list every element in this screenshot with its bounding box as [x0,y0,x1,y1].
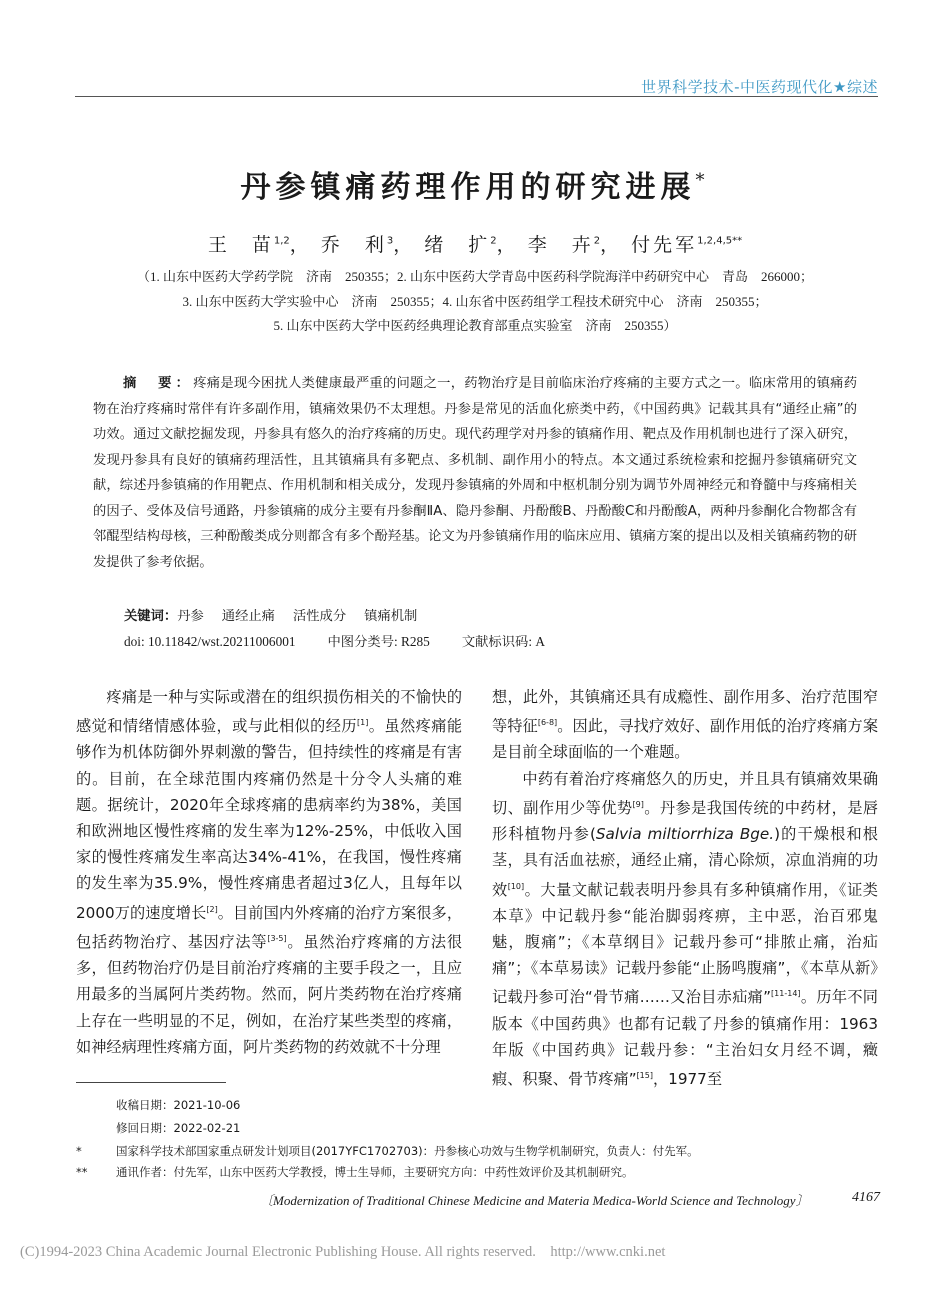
abstract-text: 疼痛是现今困扰人类健康最严重的问题之一，药物治疗是目前临床治疗疼痛的主要方式之一。临床常用的镇痛药物在治疗疼痛时常伴有许多副作用，镇痛效果仍不太理想。丹参是常见的活血化瘀类中药，《中国药典》记载其具有“通经止痛”的功效。通过文献挖掘发现，丹参具有悠久的治疗疼痛的历史。现代药理学对丹参的镇痛作用、靶点及作用机制也进行了深入研究，发现丹参具有良好的镇痛药理活性，且其镇痛具有多靶点、多机制、副作用小的特点。本文通过系统检索和挖掘丹参镇痛研究文献，综述丹参镇痛的作用靶点、作用机制和相关成分，发现丹参镇痛的外周和中枢机制分别为调节外周神经元和脊髓中与疼痛相关的因子、受体及信号通路，丹参镇痛的成分主要有丹参酮ⅡA、隐丹参酮、丹酚酸B、丹酚酸C和丹酚酸A，两种丹参酮化合物都含有邻醌型结构母核，三种酚酸类成分则都含有多个酚羟基。论文为丹参镇痛作用的临床应用、镇痛方案的提出以及相关镇痛药物的研发提供了参考依据。 [93,376,858,570]
author-affiliation: 3 [386,235,394,247]
doi: doi: 10.11842/wst.20211006001 [124,634,296,649]
body-text: 疼痛是一种与实际或潜在的组织损伤相关的不愉快的感觉和情绪情感体验，或与此相似的经历 [76,688,462,736]
author-affiliation: 2 [593,235,601,247]
author: 王 苗 [207,234,274,256]
body-text: 。虽然疼痛能够作为机体防御外界刺激的警告，但持续性的疼痛是有害的。目前，在全球范围内疼痛仍然是十分令人头痛的难题。据统计，2020年全球疼痛的患病率约为38%，美国和欧洲地区慢性疼痛的发生率为12%-25%，中低收入国家的慢性疼痛发生率高达34%-41%，在我国，慢性疼痛的发生率为35.9%，慢性疼痛患者超过3亿人，且每年以2000万的速度增长 [76,717,463,922]
footnote-mark: * [76,1144,82,1158]
journal-footer: 〔Modernization of Traditional Chinese Medicine and Materia Medica-World Science and Technology〕 [260,1193,809,1208]
author-list: 王 苗$^{1,2}$， 乔 利$^3$， 绪 扩$^2$， 李 卉$^2$， 付先军$^{1,2,4,5**}$ [207,234,743,256]
abstract [93,371,857,575]
citation: [1] [357,718,369,728]
body-text: )的干燥根和根茎，具有活血祛瘀，通经止痛，清心除烦，凉血消痈的功效 [492,825,878,899]
fund-footnote [76,1143,699,1159]
latin-name: Salvia miltiorrhiza Bge. [595,825,775,844]
keyword: 通经止痛 [221,609,275,624]
keywords [124,605,435,624]
page-number: 4167 [852,1190,880,1205]
body-text: 。因此，寻找疗效好、副作用低的治疗疼痛方案是目前全球面临的一个难题。 [492,717,879,762]
body-column-left [76,684,462,1060]
body-text: 中药有着治疗疼痛悠久的历史，并且具有镇痛效果确切、副作用少等优势 [492,769,878,817]
author-affiliation: 1,2 [273,235,290,247]
author: 李 卉 [527,234,594,256]
author: 乔 利 [320,234,387,256]
header-rule [75,96,878,97]
fund-text: 国家科学技术部国家重点研发计划项目(2017YFC1702703)：丹参核心功效与生物学机制研究，负责人：付先军。 [116,1144,699,1158]
abstract-label: 摘 要： [123,376,194,391]
author: 绪 扩 [424,234,491,256]
copyright-line: (C)1994-2023 China Academic Journal Electronic Publishing House. All rights reserved. http://www.cnki.net [20,1244,666,1260]
body-text: 。丹参是我国传统的中药材，是唇形科植物丹参( [492,798,879,844]
paper-title [0,162,950,206]
title-mark: * [695,170,710,191]
citation: [3-5] [267,933,287,943]
body-paragraph [76,684,462,1060]
citation: [9] [632,799,644,809]
citation: [11-14] [771,989,801,999]
keyword: 活性成分 [292,609,347,624]
keywords-label: 关键词： [124,609,178,624]
body-text: ，1977至 [652,1070,723,1089]
footnote-rule [76,1082,226,1083]
received-date: 收稿日期：2021-10-06 [116,1098,241,1112]
citation: [2] [206,904,218,914]
body-text: 。历年不同版本《中国药典》也都有记载了丹参的镇痛作用：1963年版《中国药典》记载丹参：“主治妇女月经不调，癥瘕、积聚、骨节疼痛” [492,988,878,1089]
affiliation-line: 5. 山东中医药大学中医药经典理论教育部重点实验室 济南 250355） [273,318,677,333]
citation: [15] [636,1071,653,1081]
body-paragraph [492,766,878,1093]
body-text: 。虽然治疗疼痛的方法很多，但药物治疗仍是目前治疗疼痛的主要手段之一，且应用最多的当属阿片类药物。然而，阿片类药物在治疗疼痛上存在一些明显的不足，例如，在治疗某些类型的疼痛，如神经病理性疼痛方面，阿片类药物的药效就不十分理 [76,933,463,1056]
author-affiliation: 1,2,4,5** [697,235,743,247]
document-code: 文献标识码: A [461,634,545,649]
doi-line [124,631,577,650]
keyword: 丹参 [177,609,204,624]
citation: [10] [507,881,525,891]
revised-date: 修回日期：2022-02-21 [116,1121,241,1135]
journal-header: 世界科学技术-中医药现代化★综述 [641,78,878,96]
author-affiliation: 2 [490,235,497,247]
body-text: 。目前国内外疼痛的治疗方案很多，包括药物治疗、基因疗法等 [76,903,463,952]
corresponding-text: 通讯作者：付先军，山东中医药大学教授，博士生导师，主要研究方向：中药性效评价及其机制研究。 [116,1165,634,1179]
title-text: 丹参镇痛药理作用的研究进展 [240,170,696,205]
body-column-right [492,684,878,1092]
footnote-mark: ** [76,1165,88,1179]
corresponding-footnote [76,1164,634,1180]
affiliation-line: 3. 山东中医药大学实验中心 济南 250355；4. 山东省中医药组学工程技术研究中心 济南 250355； [182,294,768,309]
affiliation-line: （1. 山东中医药大学药学院 济南 250355；2. 山东中医药大学青岛中医药科学院海洋中药研究中心 青岛 266000； [136,269,813,284]
keyword: 镇痛机制 [364,609,418,624]
body-paragraph [492,684,878,766]
citation: [6-8] [537,718,558,728]
body-text: 想，此外，其镇痛还具有成瘾性、副作用多、治疗范围窄等特征 [492,688,878,736]
body-text: 。大量文献记载表明丹参具有多种镇痛作用，《证类本草》中记载丹参“能治脚弱疼痹，主中恶，治百邪鬼魅，腹痛”；《本草纲目》记载丹参可“排脓止痛，治疝痛”；《本草易读》记载丹参能“止肠鸣腹痛”，《本草从新》记载丹参可治“骨节痛……又治目赤疝痛” [492,880,878,1007]
clc-number: 中图分类号: R285 [327,634,430,649]
author: 付先军 [631,234,698,256]
